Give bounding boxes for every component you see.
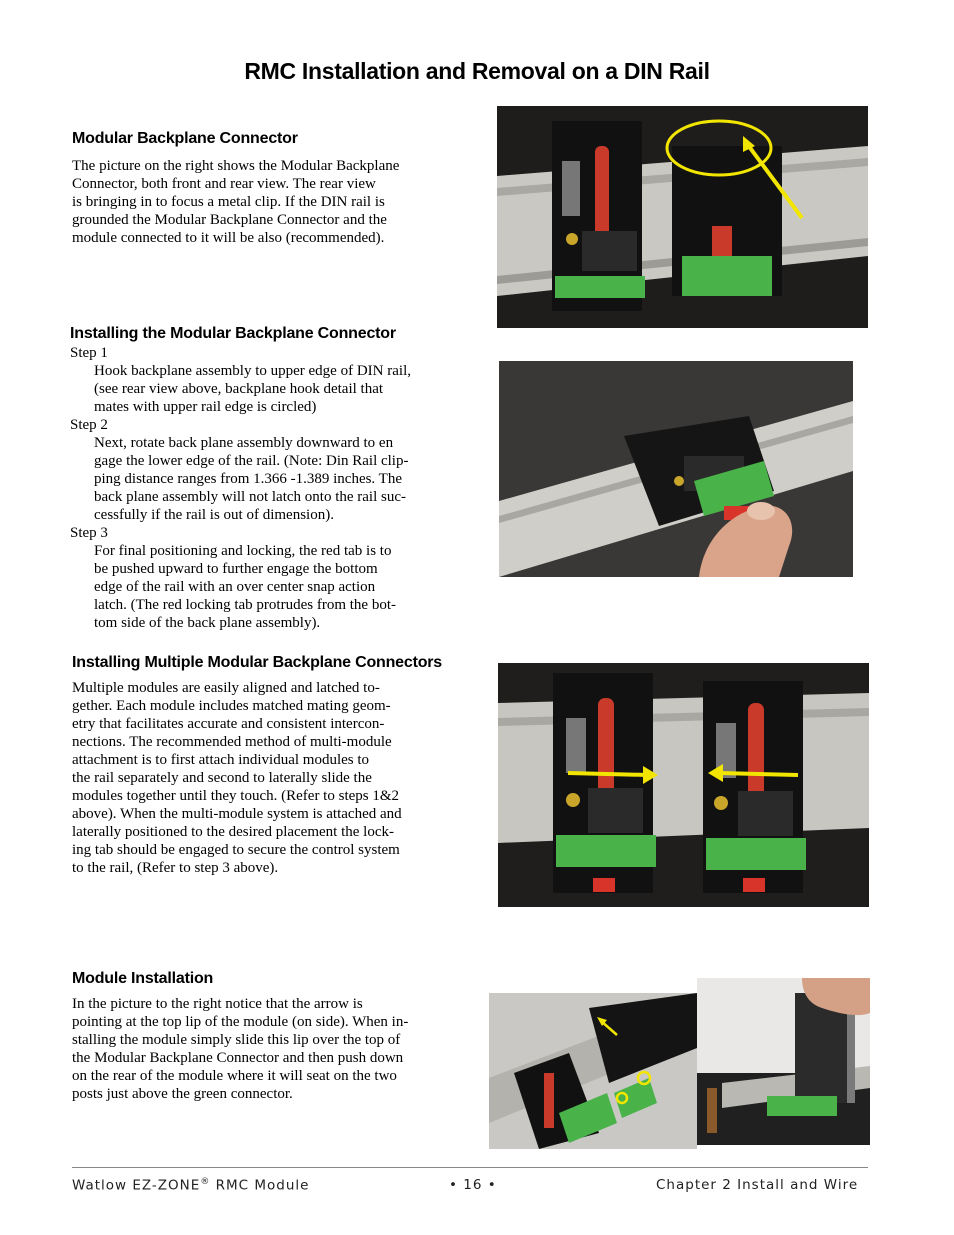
photo-hand-installing-backplane (499, 361, 853, 577)
text-line: Connector, both front and rear view. The rear view (72, 176, 376, 192)
footer-product-name: Watlow EZ-ZONE (72, 1177, 201, 1194)
text-line: to the rail, (Refer to step 3 above). (72, 860, 279, 876)
text-line: (see rear view above, backplane hook detail that (94, 381, 384, 397)
text-line: posts just above the green connector. (72, 1086, 293, 1102)
text-line: In the picture to the right notice that the arrow is (72, 996, 363, 1012)
text-line: edge of the rail with an over center snap action (94, 579, 376, 595)
text-line: Next, rotate back plane assembly downward to en (94, 435, 394, 451)
photo-module-lip-arrow (489, 993, 697, 1149)
step-body (94, 542, 490, 632)
text-line: The picture on the right shows the Modular Backplane (72, 158, 400, 174)
heading-multiple-backplane: Installing Multiple Modular Backplane Connectors (72, 654, 443, 671)
footer-product-suffix: RMC Module (210, 1177, 310, 1194)
page-title: RMC Installation and Removal on a DIN Rail (244, 58, 710, 84)
text-line: latch. (The red locking tab protrudes from the bot- (94, 597, 396, 613)
text-line: For final positioning and locking, the red tab is to (94, 543, 392, 559)
text-line: ing tab should be engaged to secure the control system (72, 842, 400, 858)
heading-module-installation: Module Installation (72, 970, 214, 987)
registered-mark: ® (200, 1177, 211, 1187)
text-line: on the rear of the module where it will seat on the two (72, 1068, 397, 1084)
text-line: grounded the Modular Backplane Connector and the (72, 212, 387, 228)
text-line: stalling the module simply slide this lip over the top of (72, 1032, 401, 1048)
text-line: ping distance ranges from 1.366 -1.389 inches. The (94, 471, 402, 487)
text-line: be pushed upward to further engage the bottom (94, 561, 378, 577)
footer-chapter: Chapter 2 Install and Wire (656, 1177, 859, 1193)
step-body (94, 434, 490, 524)
footer-page-number: • 16 • (449, 1177, 497, 1193)
text-module-installation (72, 995, 487, 1103)
text-modular-backplane (72, 157, 482, 247)
text-line: gage the lower edge of the rail. (Note: Din Rail clip- (94, 453, 409, 469)
photo-hand-seating-module (697, 978, 870, 1145)
step-label: Step 2 (70, 417, 108, 433)
step-body (94, 362, 490, 416)
photo-backplane-front-rear (497, 106, 868, 328)
text-line: gether. Each module includes matched mating geom- (72, 698, 391, 714)
step-label: Step 1 (70, 345, 108, 361)
footer-divider (72, 1167, 868, 1168)
text-line: is bringing in to focus a metal clip. If the DIN rail is (72, 194, 385, 210)
text-line: tom side of the back plane assembly). (94, 615, 321, 631)
text-line: nections. The recommended method of multi-module (72, 734, 392, 750)
text-line: Hook backplane assembly to upper edge of DIN rail, (94, 363, 411, 379)
text-line: mates with upper rail edge is circled) (94, 399, 317, 415)
text-line: the rail separately and second to laterally slide the (72, 770, 372, 786)
text-line: cessfully if the rail is out of dimension). (94, 507, 334, 523)
text-line: attachment is to first attach individual modules to (72, 752, 370, 768)
text-line: modules together until they touch. (Refer to steps 1&2 (72, 788, 400, 804)
text-line: the Modular Backplane Connector and then push down (72, 1050, 404, 1066)
footer-product (72, 1177, 309, 1194)
heading-installing-backplane: Installing the Modular Backplane Connector (70, 325, 396, 342)
text-multiple-backplane (72, 679, 487, 877)
photo-multiple-modules (498, 663, 869, 907)
step-label: Step 3 (70, 525, 108, 541)
text-line: above). When the multi-module system is attached and (72, 806, 402, 822)
text-line: etry that facilitates accurate and consistent intercon- (72, 716, 385, 732)
text-line: Multiple modules are easily aligned and latched to- (72, 680, 380, 696)
text-line: laterally positioned to the desired placement the lock- (72, 824, 394, 840)
text-line: module connected to it will be also (recommended). (72, 230, 385, 246)
text-line: back plane assembly will not latch onto the rail suc- (94, 489, 406, 505)
text-installing-steps (70, 344, 490, 632)
heading-modular-backplane: Modular Backplane Connector (72, 130, 298, 147)
text-line: pointing at the top lip of the module (on side). When in- (72, 1014, 409, 1030)
